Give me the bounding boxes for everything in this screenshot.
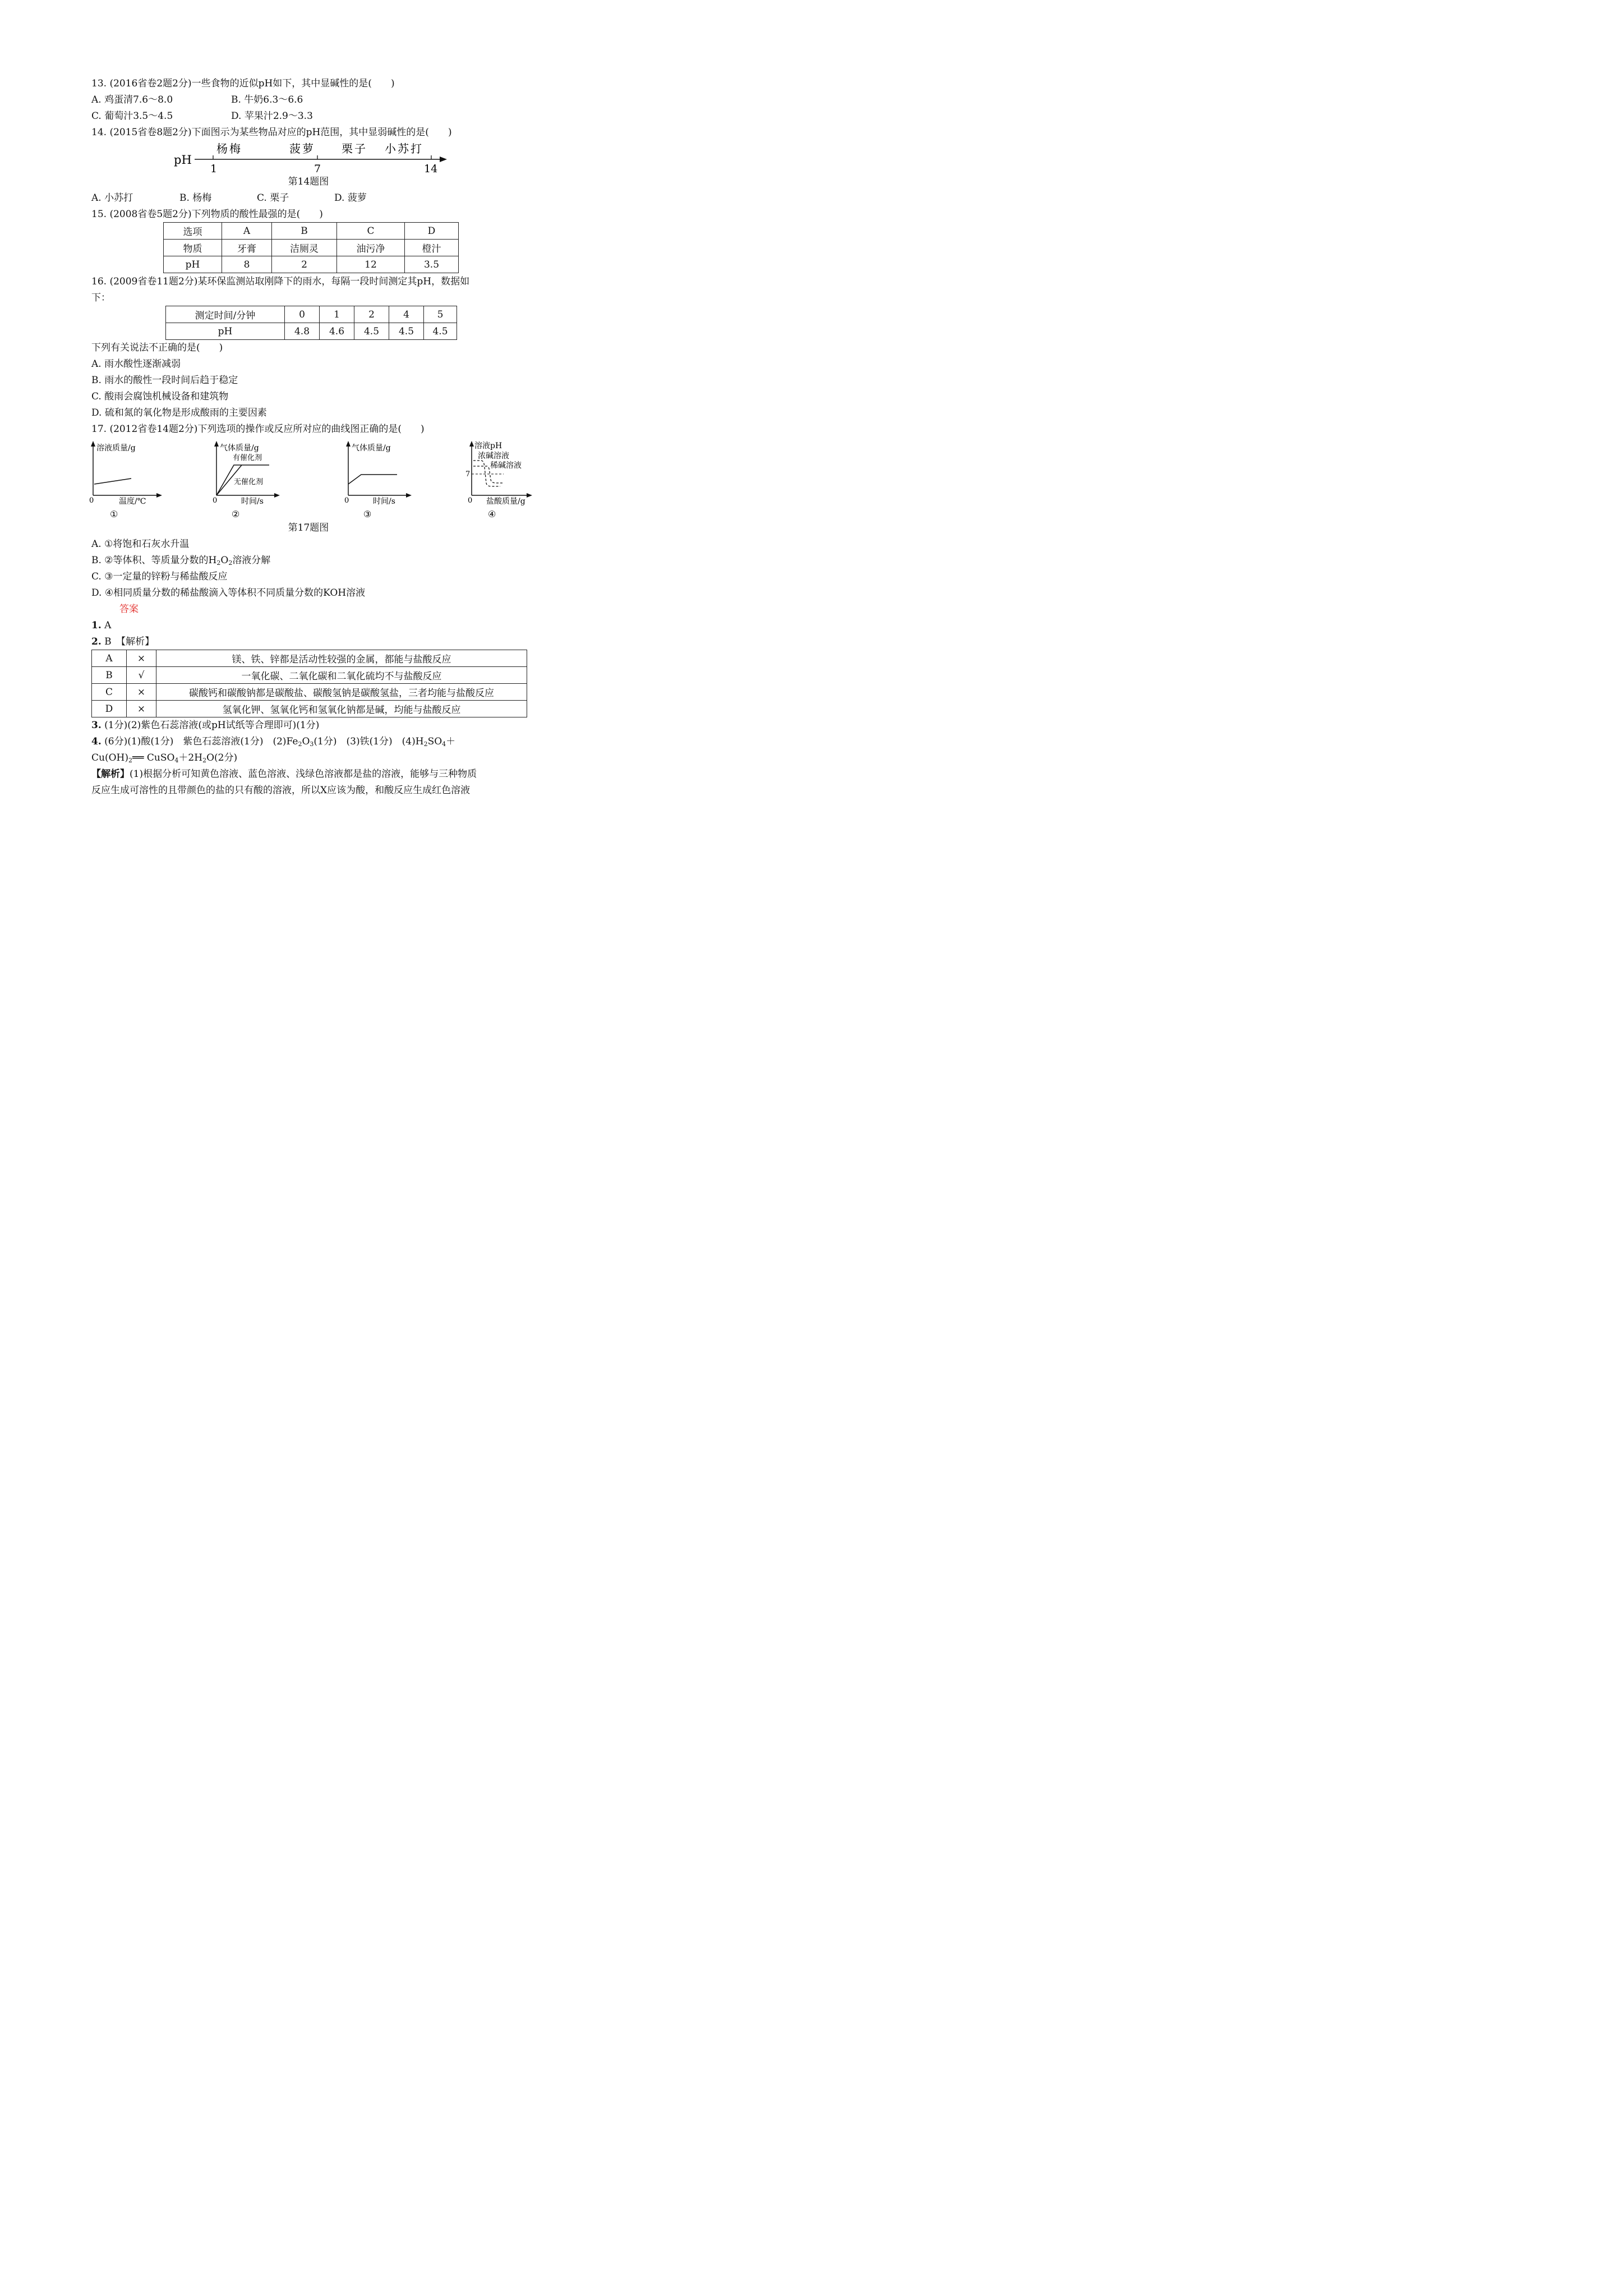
table-cell: √ — [127, 667, 156, 684]
q17-caption: 第17题图 — [288, 522, 329, 533]
answer-4-line1: 4. (6分)(1)酸(1分) 紫色石蕊溶液(1分) $(2)Fe_2O_3(1$分) (3)铁(1分) $(4)H_2SO_4+$ — [91, 736, 456, 748]
graph-4-xlabel: 盐酸质量/g — [486, 497, 525, 506]
table-cell: 4.6 — [320, 323, 354, 340]
q17-option-d: D. ④相同质量分数的稀盐酸滴入等体积不同质量分数的KOH溶液 — [91, 587, 366, 599]
table-cell: 碳酸钙和碳酸钠都是碳酸盐、碳酸氢钠是碳酸氢盐，三者均能与盐酸反应 — [156, 684, 527, 701]
q17-graph-2 — [210, 440, 283, 519]
answer-2: 2. B 【解析】 — [91, 636, 155, 647]
answer-4-explanation-line2: 反应生成可溶性的且带颜色的盐的只有酸的溶液，所以X应该为酸，和酸反应生成红色溶液 — [91, 785, 471, 796]
table-cell: A — [92, 650, 127, 667]
q16-question: 下列有关说法不正确的是( ) — [91, 342, 223, 353]
graph-1-origin: 0 — [89, 496, 94, 505]
answer-1: 1. A — [91, 620, 112, 631]
answer-2-table — [91, 650, 527, 717]
graph-4-curve1-label: 浓碱溶液 — [478, 452, 509, 461]
table-cell: 选项 — [164, 223, 222, 240]
table-cell: 橙汁 — [405, 240, 459, 256]
graph-3-origin: 0 — [344, 496, 349, 505]
ph-item-xiaosuda: 小苏打 — [385, 142, 423, 155]
q16-stem-line1: 16. (2009省卷11题2分)某环保监测站取刚降下的雨水，每隔一段时间测定其pH，数据如 — [91, 276, 470, 287]
q14-option-b: B. 杨梅 — [179, 192, 212, 204]
graph-2-xlabel: 时间/s — [241, 497, 264, 506]
table-cell: pH — [164, 256, 222, 273]
ph-tick-label-1: 1 — [210, 163, 218, 175]
q17-option-c: C. ③一定量的锌粉与稀盐酸反应 — [91, 571, 228, 582]
graph-4-ylabel: 溶液pH — [474, 441, 502, 450]
table-row — [92, 667, 527, 684]
graph-4-origin: 0 — [468, 496, 473, 505]
table-cell: pH — [166, 323, 285, 340]
table-cell: B — [92, 667, 127, 684]
q16-option-a: A. 雨水酸性逐渐减弱 — [91, 358, 181, 370]
q14-option-a: A. 小苏打 — [91, 192, 133, 204]
answer-4-line2: $Cu(OH)_2══$ $CuSO_4+2H_2O(2$分) — [91, 752, 238, 764]
table-cell: × — [127, 650, 156, 667]
table-cell: × — [127, 701, 156, 717]
q13-option-c: C. 葡萄汁3.5～4.5 — [91, 111, 173, 122]
q13-option-d: D. 苹果汁2.9～3.3 — [231, 111, 313, 122]
table-cell: 4.5 — [389, 323, 424, 340]
table-cell: 0 — [285, 306, 320, 323]
table-cell: A — [222, 223, 272, 240]
ph-item-boluo: 菠萝 — [289, 142, 315, 155]
table-cell: C — [337, 223, 405, 240]
table-cell: D — [405, 223, 459, 240]
q17-stem: 17. (2012省卷14题2分)下列选项的操作或反应所对应的曲线图正确的是( ) — [91, 424, 425, 435]
q14-option-d: D. 菠萝 — [334, 192, 367, 204]
table-cell: 3.5 — [405, 256, 459, 273]
graph-4-curve2-label: 稀碱溶液 — [490, 461, 522, 470]
q16-stem-line2: 下： — [91, 292, 110, 303]
table-cell: D — [92, 701, 127, 717]
table-cell: × — [127, 684, 156, 701]
q17-graph-4 — [465, 439, 536, 519]
q16-option-c: C. 酸雨会腐蚀机械设备和建筑物 — [91, 391, 229, 402]
ph-item-lizi: 栗子 — [342, 142, 367, 155]
ph-item-yangmei: 杨梅 — [216, 142, 242, 155]
table-row — [166, 306, 457, 323]
q16-option-b: B. 雨水的酸性一段时间后趋于稳定 — [91, 375, 238, 386]
q14-option-c: C. 栗子 — [257, 192, 289, 204]
table-cell: 12 — [337, 256, 405, 273]
graph-2-origin: 0 — [213, 496, 218, 505]
q15-table — [163, 222, 459, 273]
table-cell: 1 — [320, 306, 354, 323]
answers-heading: 答案 — [119, 604, 139, 615]
graph-2-number: ② — [232, 509, 240, 519]
table-cell: 镁、铁、锌都是活动性较强的金属，都能与盐酸反应 — [156, 650, 527, 667]
ph-tick-label-14: 14 — [424, 163, 438, 175]
table-row — [166, 323, 457, 340]
graph-2-ylabel: 气体质量/g — [220, 444, 259, 453]
q14-caption: 第14题图 — [288, 176, 329, 187]
q17-option-a: A. ①将饱和石灰水升温 — [91, 539, 190, 550]
graph-4-ref-label: 7 — [465, 470, 471, 478]
ph-axis-label: pH — [174, 153, 192, 167]
answer-3: 3. (1分)(2)紫色石蕊溶液(或pH试纸等合理即可)(1分) — [91, 720, 320, 731]
table-cell: 4 — [389, 306, 424, 323]
graph-3-ylabel: 气体质量/g — [352, 444, 391, 453]
table-row — [92, 650, 527, 667]
ph-scale-figure — [168, 140, 454, 175]
q16-option-d: D. 硫和氮的氧化物是形成酸雨的主要因素 — [91, 407, 267, 418]
graph-1-number: ① — [110, 509, 118, 519]
answer-4-explanation-line1: 【解析】(1)根据分析可知黄色溶液、蓝色溶液、浅绿色溶液都是盐的溶液，能够与三种物质 — [91, 769, 477, 780]
q14-stem: 14. (2015省卷8题2分)下面图示为某些物品对应的pH范围，其中显弱碱性的是( ) — [91, 127, 452, 138]
table-cell: 测定时间/分钟 — [166, 306, 285, 323]
table-row — [164, 223, 459, 240]
table-cell: 油污净 — [337, 240, 405, 256]
table-cell: 4.5 — [354, 323, 389, 340]
ph-tick-label-7: 7 — [314, 163, 321, 175]
graph-1-xlabel: 温度/℃ — [119, 497, 146, 506]
table-cell: 一氧化碳、二氧化碳和二氧化硫均不与盐酸反应 — [156, 667, 527, 684]
graph-3-curve — [348, 475, 397, 484]
table-row — [164, 240, 459, 256]
graph-1-curve — [94, 478, 131, 484]
table-cell: 5 — [424, 306, 457, 323]
table-cell: 牙膏 — [222, 240, 272, 256]
q13-option-b: B. 牛奶6.3～6.6 — [231, 94, 303, 105]
q16-table — [165, 306, 457, 340]
q17-graph-3 — [342, 440, 415, 519]
document-page — [0, 0, 617, 872]
graph-1-ylabel: 溶液质量/g — [96, 444, 136, 453]
table-cell: 8 — [222, 256, 272, 273]
graph-2-curve1-label: 有催化剂 — [233, 454, 262, 462]
graph-4-number: ④ — [488, 509, 496, 519]
table-row — [92, 684, 527, 701]
table-cell: 4.5 — [424, 323, 457, 340]
q17-graph-1 — [87, 440, 165, 519]
q13-option-a: A. 鸡蛋清7.6～8.0 — [91, 94, 173, 105]
table-cell: 物质 — [164, 240, 222, 256]
table-cell: 洁厕灵 — [272, 240, 337, 256]
graph-3-number: ③ — [363, 509, 372, 519]
q17-option-b: B. ②等体积、等质量分数的$H_2O_2$溶液分解 — [91, 555, 271, 567]
table-cell: B — [272, 223, 337, 240]
table-cell: 氢氧化钾、氢氧化钙和氢氧化钠都是碱，均能与盐酸反应 — [156, 701, 527, 717]
table-cell: C — [92, 684, 127, 701]
graph-2-curve2-label: 无催化剂 — [234, 478, 264, 486]
table-row — [92, 701, 527, 717]
graph-3-xlabel: 时间/s — [373, 497, 395, 506]
ph-axis-arrow — [440, 157, 447, 162]
q15-stem: 15. (2008省卷5题2分)下列物质的酸性最强的是( ) — [91, 209, 323, 220]
table-cell: 2 — [354, 306, 389, 323]
table-cell: 2 — [272, 256, 337, 273]
q13-stem: 13. (2016省卷2题2分)一些食物的近似pH如下，其中显碱性的是( ) — [91, 78, 395, 89]
table-row — [164, 256, 459, 273]
table-cell: 4.8 — [285, 323, 320, 340]
